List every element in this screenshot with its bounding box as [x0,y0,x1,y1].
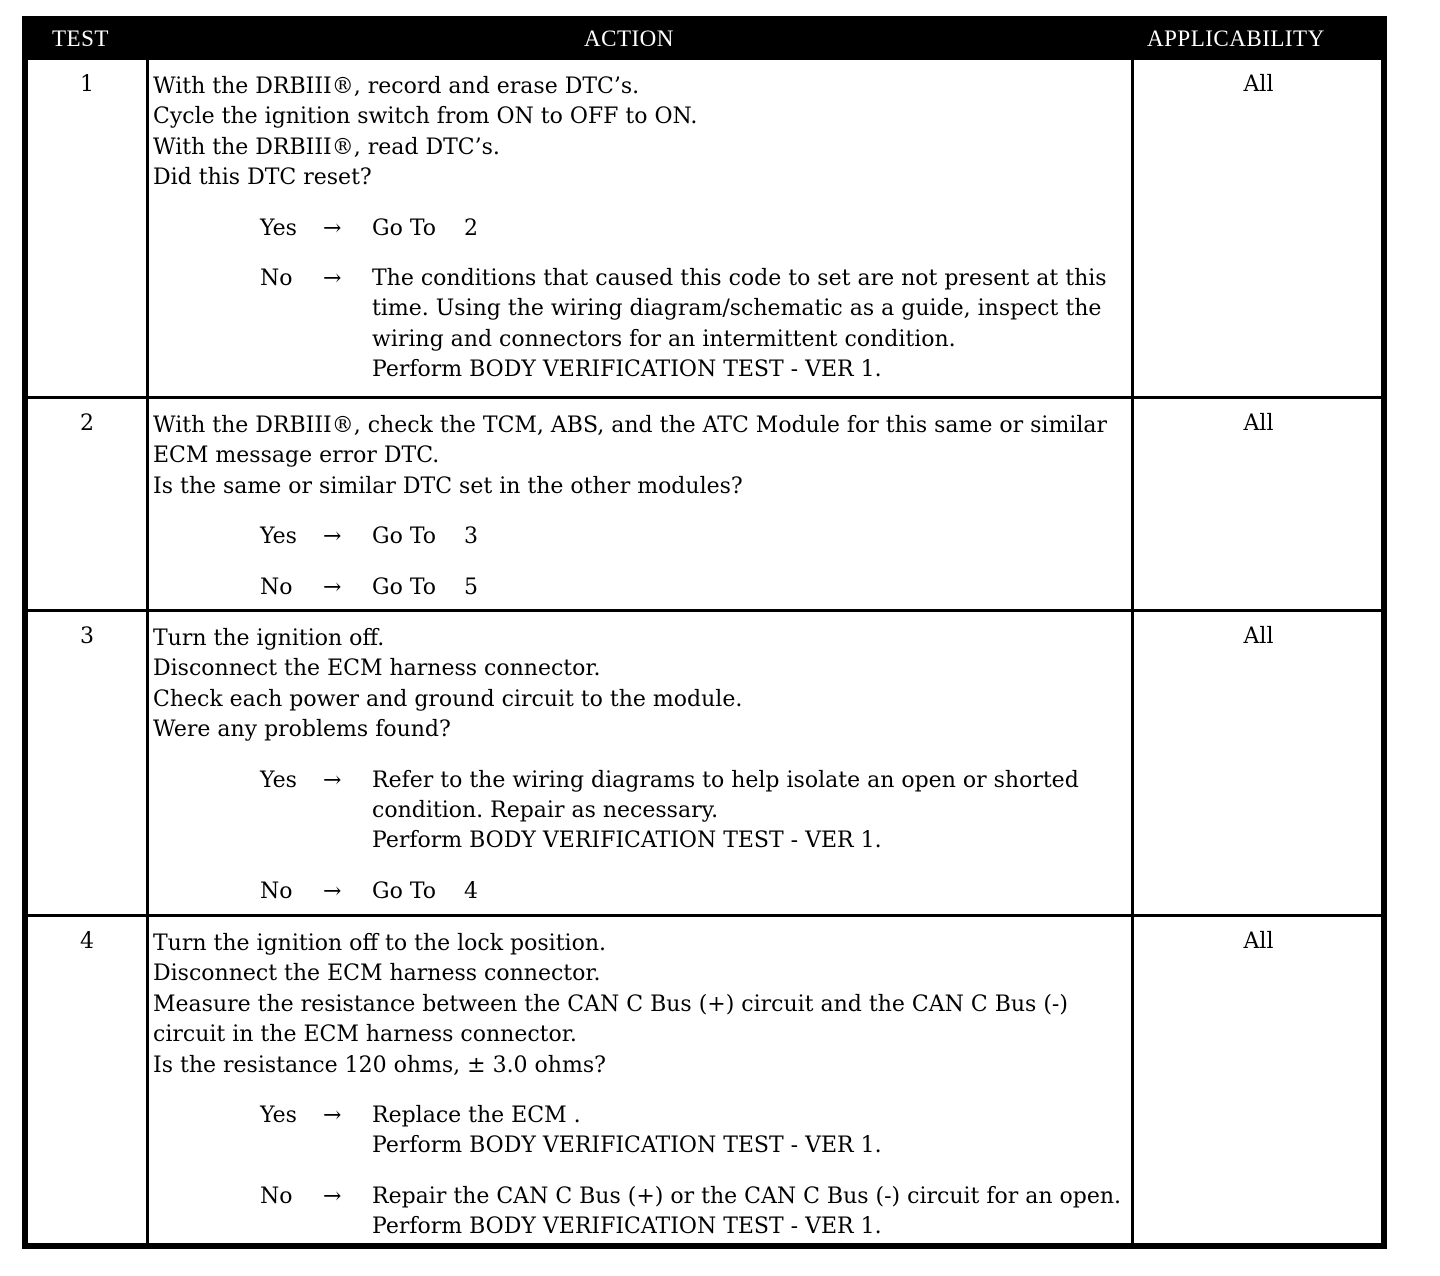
answer-label: Yes [260,215,297,241]
answer-text: Perform BODY VERIFICATION TEST - VER 1. [372,357,882,383]
step-text: With the DRBIII®, read DTC’s. [153,134,500,160]
step-text: circuit in the ECM harness connector. [153,1022,577,1048]
answer-text: Go To 4 [372,878,478,904]
applicability-value: All [1243,411,1274,436]
test-number: 1 [80,72,94,97]
answer-text: Perform BODY VERIFICATION TEST - VER 1. [372,1133,882,1159]
arrow-icon: → [323,215,342,241]
step-text: Cycle the ignition switch from ON to OFF to ON. [153,104,698,130]
step-text: Did this DTC reset? [153,165,372,191]
arrow-icon: → [323,574,342,600]
table-header [28,22,1381,60]
step-text: With the DRBIII®, record and erase DTC’s. [153,74,640,99]
applicability-value: All [1243,929,1274,954]
answer-text: wiring and connectors for an intermittent condition. [372,326,956,352]
test-number: 2 [80,411,94,436]
table-row [28,60,1381,396]
action-cell [153,72,1133,386]
answer-text: Perform BODY VERIFICATION TEST - VER 1. [372,1214,882,1240]
answer-yes [153,1101,1133,1162]
arrow-icon: → [323,1103,342,1129]
answer-text: Go To 5 [372,574,478,600]
header-applicability: APPLICABILITY [1147,26,1325,51]
answer-no [153,877,1133,907]
test-number: 3 [80,624,94,649]
answer-label: No [260,266,293,292]
step-text: Turn the ignition off to the lock position. [153,931,606,956]
answer-yes [153,522,1133,552]
answer-no [153,573,1133,603]
answer-text: Replace the ECM . [372,1103,581,1129]
action-cell [153,624,1133,907]
step-text: Were any problems found? [153,717,451,743]
step-text: Turn the ignition off. [153,626,385,651]
arrow-icon: → [323,266,342,292]
step-text: Disconnect the ECM harness connector. [153,656,601,682]
answer-label: No [260,1183,293,1209]
arrow-icon: → [323,767,342,793]
arrow-icon: → [323,878,342,904]
answer-yes [153,214,1133,244]
answer-no [153,264,1133,386]
table-row [28,609,1381,914]
answer-text: Go To 2 [372,215,478,241]
answer-yes [153,766,1133,857]
answer-text: The conditions that caused this code to set are not present at this [372,266,1107,292]
answer-label: No [260,878,293,904]
action-cell [153,411,1133,603]
header-action: ACTION [584,26,674,51]
answer-no [153,1182,1133,1243]
answer-text: Go To 3 [372,524,478,550]
answer-label: No [260,574,293,600]
step-text: Disconnect the ECM harness connector. [153,961,601,987]
step-text: Is the same or similar DTC set in the other modules? [153,473,743,499]
test-number: 4 [80,929,94,954]
step-text: Measure the resistance between the CAN C Bus (+) circuit and the CAN C Bus (-) [153,991,1068,1017]
step-text: ECM message error DTC. [153,443,440,469]
action-cell [153,929,1133,1243]
answer-text: condition. Repair as necessary. [372,798,719,824]
answer-label: Yes [260,524,297,550]
diagnostic-test-table [22,16,1387,1249]
arrow-icon: → [323,1183,342,1209]
answer-text: time. Using the wiring diagram/schematic as a guide, inspect the [372,296,1102,322]
arrow-icon: → [323,524,342,550]
header-test: TEST [52,26,109,51]
applicability-value: All [1243,72,1274,97]
step-text: Check each power and ground circuit to the module. [153,686,743,712]
step-text: With the DRBIII®, check the TCM, ABS, and the ATC Module for this same or similar [153,413,1108,438]
table-row [28,914,1381,1249]
applicability-value: All [1243,624,1274,649]
table-row [28,396,1381,609]
step-text: Is the resistance 120 ohms, ± 3.0 ohms? [153,1052,606,1078]
answer-label: Yes [260,1103,297,1129]
answer-text: Repair the CAN C Bus (+) or the CAN C Bus (-) circuit for an open. [372,1183,1122,1209]
answer-text: Perform BODY VERIFICATION TEST - VER 1. [372,828,882,854]
answer-label: Yes [260,767,297,793]
answer-text: Refer to the wiring diagrams to help isolate an open or shorted [372,767,1079,793]
